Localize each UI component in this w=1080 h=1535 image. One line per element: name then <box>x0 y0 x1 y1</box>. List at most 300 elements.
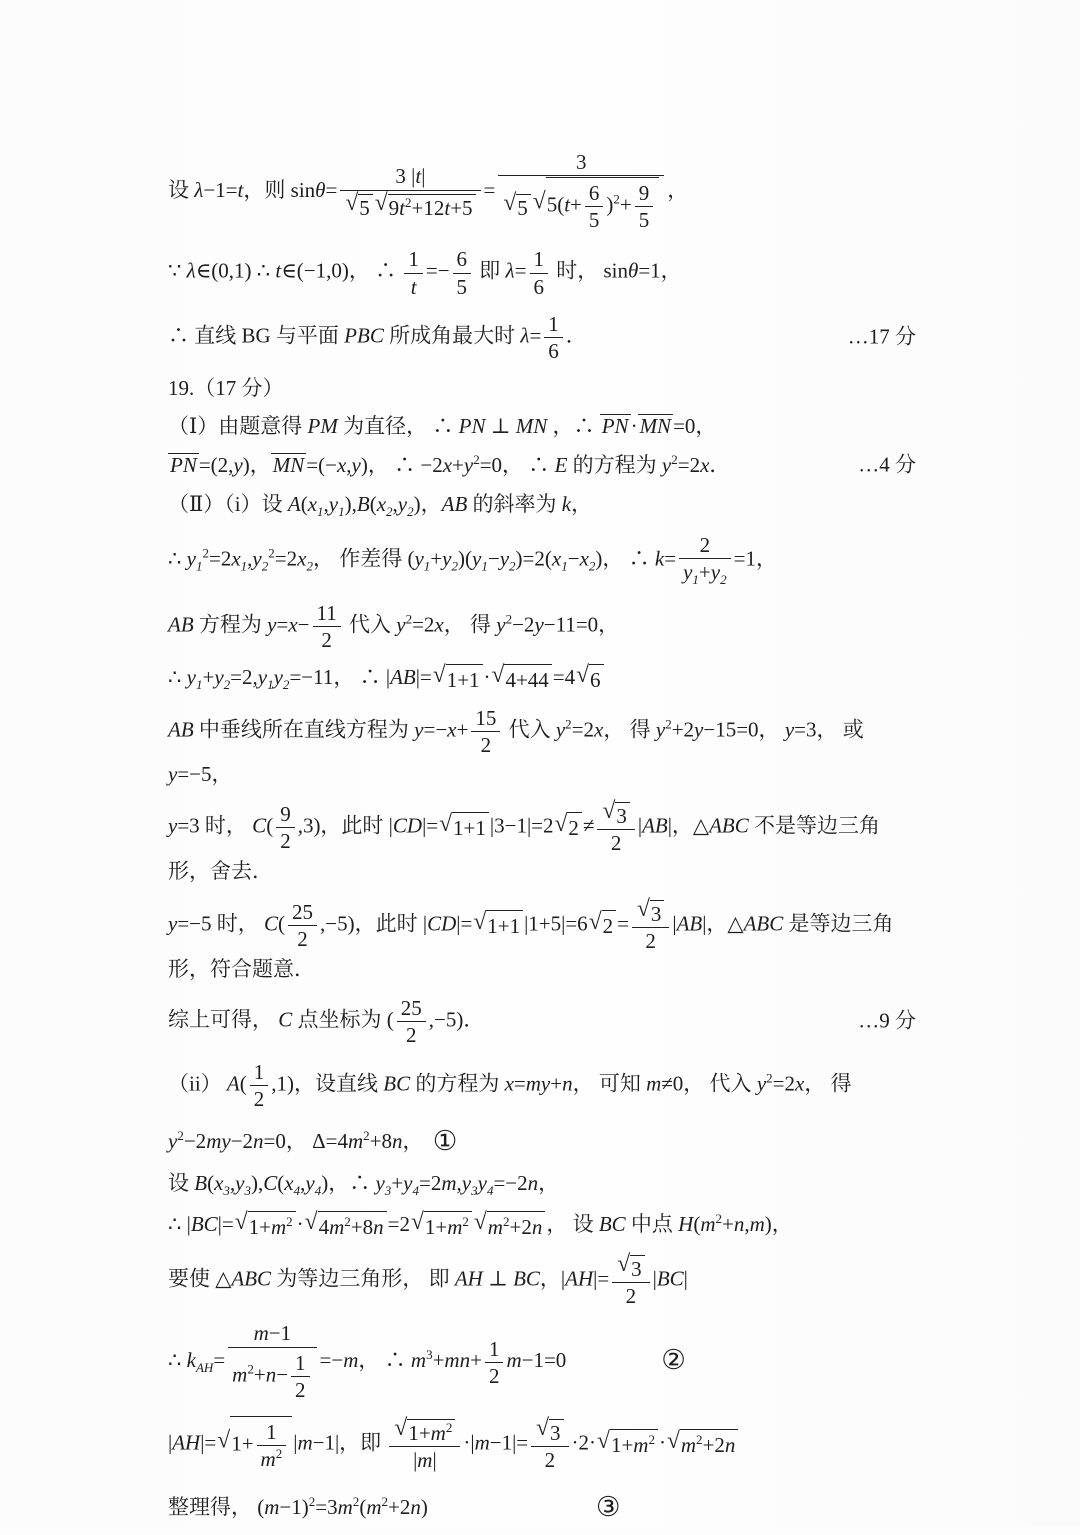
text-run: 5 <box>638 208 650 233</box>
text-run: 6 <box>588 181 600 206</box>
text-run: 2 <box>480 733 492 758</box>
fraction <box>453 247 472 298</box>
text-run: 1+ <box>610 1433 634 1458</box>
text-run: | <box>168 1430 173 1455</box>
math-variable: y <box>442 546 452 571</box>
text-run: ， ∴ <box>358 1348 411 1373</box>
text-run: +2 <box>509 1214 532 1239</box>
text-run: 即 <box>474 258 506 283</box>
math-variable: n <box>733 1211 745 1236</box>
fraction-denominator <box>544 338 563 363</box>
subscript: 2 <box>306 558 313 574</box>
text-run: ⊥ <box>482 1266 514 1291</box>
subscript: 1 <box>195 558 203 574</box>
fraction <box>288 900 317 951</box>
text-run: −11=0， <box>543 612 620 637</box>
math-variable: x <box>795 1071 805 1096</box>
text-run: +2 <box>671 717 695 742</box>
math-variable: x <box>579 546 589 571</box>
math-variable: n <box>531 1214 543 1239</box>
text-run: −2 <box>230 1129 254 1154</box>
square-root <box>374 189 476 220</box>
math-variable: my <box>206 1129 231 1154</box>
fraction <box>585 181 604 232</box>
fraction-denominator <box>228 1348 316 1404</box>
text-run: =−5， <box>177 761 233 786</box>
text-run: 的方程为 <box>410 1071 505 1096</box>
text-run: −1 <box>268 1321 292 1346</box>
text-run: 综上可得， <box>168 1007 279 1032</box>
text-run: =− <box>425 258 450 283</box>
math-variable: λ <box>505 258 515 283</box>
text-run: )， ∴ −2 <box>360 452 443 477</box>
math-variable: mn <box>444 1348 471 1373</box>
fraction-denominator <box>291 1377 310 1402</box>
text-run: ， <box>571 492 593 517</box>
fraction-denominator <box>632 928 669 953</box>
fraction-numerator <box>397 996 426 1022</box>
square-root <box>589 910 616 942</box>
math-variable: y <box>694 717 704 742</box>
text-run: − <box>487 546 500 571</box>
math-variable: x <box>297 546 307 571</box>
text-run: ， 设 <box>546 1211 599 1236</box>
math-variable: y <box>396 612 406 637</box>
math-variable: m <box>417 1448 433 1473</box>
radical-sign: √ <box>554 810 568 837</box>
superscript: 3 <box>426 1347 433 1363</box>
math-variable: m <box>447 1214 463 1239</box>
vector-overline <box>168 453 199 477</box>
superscript: 2 <box>473 451 480 467</box>
text-run: 5 <box>456 274 468 299</box>
text-run: |= <box>593 1266 610 1291</box>
subscript: 2 <box>588 558 596 574</box>
fraction-numerator <box>250 1060 269 1086</box>
text-run: =−5 时， <box>177 911 265 936</box>
subscript: 1 <box>195 677 203 693</box>
math-variable: y <box>375 1171 385 1196</box>
text-run: 1+ <box>248 1214 271 1239</box>
math-variable: A <box>287 492 301 517</box>
math-variable: m <box>410 1348 427 1373</box>
square-root <box>217 1416 292 1473</box>
math-variable: x <box>231 546 241 571</box>
text-run: ) <box>420 1495 428 1520</box>
text-run: ∴ | <box>168 1211 191 1236</box>
text-run: =(2, <box>198 452 234 477</box>
math-variable: m <box>474 1430 490 1455</box>
text-run: 1+ <box>408 1420 431 1445</box>
text-run: =2 <box>677 452 701 477</box>
text-run: 11 <box>316 600 337 625</box>
radicand <box>546 177 660 234</box>
math-variable: ABC <box>231 1266 272 1291</box>
text-run: ( <box>369 492 377 517</box>
text-run: ， 得 <box>804 1071 852 1096</box>
text-run: =0， Δ=4 <box>263 1129 348 1154</box>
text-run: =2 <box>274 546 298 571</box>
text-run: =− <box>319 1348 344 1373</box>
text-run: ( <box>266 813 274 838</box>
fraction-denominator <box>530 274 549 299</box>
math-variable: m <box>270 1214 287 1239</box>
text-run: ∈(−1,0)， ∴ <box>281 258 402 283</box>
square-root <box>602 797 629 829</box>
math-variable: y <box>214 665 224 690</box>
text-run: −1=0 <box>521 1348 567 1373</box>
text-run: 15 <box>475 706 497 731</box>
superscript: 2 <box>286 1213 293 1229</box>
radical-sign: √ <box>503 189 517 216</box>
square-root <box>474 1210 545 1242</box>
text-run: ·2· <box>571 1430 597 1455</box>
radical-sign: √ <box>374 189 388 216</box>
formula-line <box>168 1319 916 1405</box>
text-run: （Ⅱ）（i）设 <box>168 492 288 517</box>
text-run: = <box>513 1071 526 1096</box>
math-variable: m <box>633 1433 649 1458</box>
math-variable: E <box>554 452 568 477</box>
text-run: ∴ <box>168 665 187 690</box>
subscript: 1 <box>423 558 431 574</box>
math-variable: t <box>444 195 451 220</box>
math-variable: AB <box>390 665 416 690</box>
text-run: ∴ 直线 BG 与平面 <box>168 323 345 348</box>
text-run: 9 <box>388 195 400 220</box>
text-run: 4+44 <box>505 667 549 692</box>
text-run: 2 <box>295 1377 306 1402</box>
fraction-numerator <box>276 802 295 828</box>
radical-sign: √ <box>576 662 590 689</box>
fraction-denominator <box>313 627 341 652</box>
math-variable: t <box>399 195 405 220</box>
math-variable: t <box>564 192 571 217</box>
text-run: | <box>683 1266 688 1291</box>
subscript: 1 <box>561 558 568 574</box>
text-run: ,1)，设直线 <box>271 1071 384 1096</box>
square-root <box>636 895 664 926</box>
radicand <box>610 1429 658 1460</box>
square-root <box>394 1414 455 1445</box>
math-variable: BC <box>513 1266 540 1291</box>
text-run: 整理得， ( <box>168 1495 265 1520</box>
square-root <box>667 1429 738 1461</box>
text-run: ． <box>565 323 587 348</box>
fraction <box>485 1337 504 1388</box>
math-variable: m <box>253 1321 269 1346</box>
text-run: ∴ <box>168 1348 187 1373</box>
text-run: |= <box>415 665 432 690</box>
square-root <box>433 663 483 695</box>
text-run: =3， 或 <box>794 717 869 742</box>
math-variable: y <box>168 1129 178 1154</box>
formula-line <box>168 1058 916 1113</box>
radical-sign: √ <box>636 895 650 922</box>
radicand <box>516 194 531 220</box>
radicand <box>567 812 582 843</box>
text-run: + <box>452 452 464 477</box>
fraction-numerator <box>453 247 472 273</box>
math-variable: C <box>264 911 279 936</box>
text-run: , <box>346 452 352 477</box>
subscript: 2 <box>720 571 727 587</box>
text-run: 2 <box>406 1022 417 1047</box>
subscript: 4 <box>314 1183 322 1199</box>
text-run: )( <box>458 546 472 571</box>
math-variable: n <box>527 1171 539 1196</box>
fraction-numerator <box>404 247 423 273</box>
text-run: 1+1 <box>487 914 521 939</box>
fraction-numerator <box>228 1321 316 1347</box>
text-run: = <box>213 1348 226 1373</box>
fraction-numerator <box>679 533 731 559</box>
fraction-numerator <box>544 312 563 338</box>
fraction-denominator <box>498 176 664 234</box>
radical-sign: √ <box>666 1427 680 1454</box>
text-run: ≠0， 代入 <box>661 1071 757 1096</box>
text-run: =4 <box>552 665 576 690</box>
text-run: 3 | <box>395 164 416 189</box>
text-run: | <box>293 1430 298 1455</box>
text-run: 设 <box>168 178 195 203</box>
text-run: ( <box>359 1495 367 1520</box>
subscript: 2 <box>407 504 414 520</box>
math-variable: MN <box>515 414 548 439</box>
radicand <box>650 900 665 926</box>
radicand <box>602 910 617 941</box>
text-run: · <box>630 414 638 439</box>
subscript: 4 <box>486 1183 494 1199</box>
formula-line <box>168 412 916 441</box>
text-run: 1+1 <box>453 816 486 841</box>
text-run: 代入 <box>503 717 556 742</box>
text-run: 2 <box>699 532 711 557</box>
subscript: AH <box>195 1360 214 1376</box>
text-run: 1 <box>266 1419 277 1444</box>
text-run: + <box>432 1348 445 1373</box>
text-run: −1|= <box>489 1430 529 1455</box>
text-run: ， 得 <box>443 612 497 637</box>
radicand <box>615 802 630 828</box>
fraction <box>276 802 295 853</box>
subscript: 1 <box>481 558 488 574</box>
math-variable: x <box>284 1171 294 1196</box>
fraction <box>612 1250 649 1309</box>
fraction <box>228 1321 316 1403</box>
radical-sign: √ <box>217 1427 231 1454</box>
math-variable: x <box>700 452 710 477</box>
math-variable: MN <box>639 414 672 439</box>
radical-sign: √ <box>473 908 487 935</box>
text-run: + <box>722 1211 734 1236</box>
math-variable: m <box>232 1361 248 1386</box>
subscript: 1 <box>338 504 345 520</box>
text-run: 时， sin <box>551 258 629 283</box>
superscript: 2 <box>308 1494 316 1510</box>
fraction-numerator <box>612 1250 649 1283</box>
superscript: 2 <box>462 1213 469 1229</box>
radical-sign: √ <box>234 1209 248 1236</box>
formula-line <box>168 1488 916 1526</box>
subscript: 1 <box>240 558 248 574</box>
fraction <box>531 1414 568 1473</box>
text-run: −1) <box>279 1495 309 1520</box>
text-run: |= <box>217 1211 234 1236</box>
fraction <box>635 181 654 232</box>
math-variable: C <box>252 813 267 838</box>
text-run: )， <box>242 452 271 477</box>
math-variable: x <box>594 717 604 742</box>
text-run: 1+1 <box>446 667 480 692</box>
radical-sign: √ <box>410 1209 424 1236</box>
text-run: + <box>456 717 469 742</box>
fraction <box>313 601 341 652</box>
math-variable: n <box>392 1129 403 1154</box>
math-variable: y <box>267 612 277 637</box>
fraction-numerator <box>635 181 654 207</box>
math-variable: y <box>496 612 506 637</box>
text-run: ) <box>606 192 614 217</box>
text-run: 1 <box>533 247 544 272</box>
text-run: 的斜率为 <box>467 492 562 517</box>
subscript: 3 <box>244 1183 252 1199</box>
math-variable: m <box>430 1420 446 1445</box>
text-run: + <box>570 192 582 217</box>
math-variable: AH <box>172 1430 201 1455</box>
text-run: 5 <box>588 208 600 233</box>
superscript: 2 <box>502 1213 510 1229</box>
formula-line <box>168 490 916 521</box>
text-run: ，| <box>539 1266 566 1291</box>
text-run: , <box>247 546 253 571</box>
math-variable: m <box>329 1214 345 1239</box>
text-run: =1， <box>638 258 682 283</box>
text-run: 1 <box>488 1336 500 1361</box>
math-variable: y <box>683 559 693 584</box>
text-run: = <box>276 612 289 637</box>
text-run: =− <box>423 717 448 742</box>
math-variable: θ <box>315 178 326 203</box>
fraction <box>397 996 426 1047</box>
text-run: = <box>529 323 542 348</box>
math-variable: y <box>414 717 424 742</box>
math-variable: t <box>415 164 422 189</box>
math-variable: m <box>337 1495 353 1520</box>
text-run: 方程为 <box>193 612 268 637</box>
radicand <box>630 1255 645 1281</box>
subscript: 3 <box>223 1183 230 1199</box>
math-variable: PBC <box>344 323 384 348</box>
radical-sign: √ <box>536 1414 550 1441</box>
text-run: =2 <box>571 717 595 742</box>
math-variable: x <box>551 546 562 571</box>
fraction-numerator <box>340 164 480 190</box>
radicand <box>230 1416 292 1473</box>
subscript: 1 <box>267 677 274 693</box>
fraction <box>597 797 634 856</box>
text-run: 9 <box>638 181 650 206</box>
superscript: 2 <box>766 1070 773 1086</box>
text-run: +8 <box>369 1129 393 1154</box>
text-run: 5 <box>517 195 528 220</box>
math-variable: y <box>351 452 361 477</box>
math-variable: x <box>307 492 318 517</box>
math-variable: y <box>461 1171 472 1196</box>
text-run: ( <box>693 1211 701 1236</box>
radical-sign: √ <box>532 188 546 215</box>
text-run: 要使 △ <box>168 1266 232 1291</box>
math-variable: y <box>168 911 178 936</box>
text-run: )=2( <box>515 546 552 571</box>
math-variable: t <box>275 258 282 283</box>
text-run: , <box>300 1171 306 1196</box>
text-run: 中点 <box>625 1211 679 1236</box>
text-run: 25 <box>292 899 314 924</box>
square-root <box>305 1210 387 1242</box>
text-run: , <box>229 1171 236 1196</box>
math-variable: y <box>273 665 283 690</box>
text-run: +12 <box>411 195 445 220</box>
radical-sign: √ <box>588 908 602 935</box>
text-run: + <box>391 1171 404 1196</box>
fraction-denominator <box>389 1447 460 1472</box>
text-run: 2 <box>610 831 622 856</box>
math-variable: n <box>562 1071 573 1096</box>
math-variable: x <box>434 612 444 637</box>
math-variable: AB <box>642 813 668 838</box>
text-run: =2 <box>387 1211 410 1236</box>
subscript: 1 <box>692 571 699 587</box>
superscript: 2 <box>381 1494 388 1510</box>
text-run: ， <box>667 178 689 203</box>
text-run: , <box>392 492 398 517</box>
text-run: 6 <box>533 274 544 299</box>
text-run: =2 <box>412 612 435 637</box>
math-variable: m <box>260 1447 276 1472</box>
text-run: ⊥ <box>485 414 516 439</box>
text-run: 5 <box>359 195 370 220</box>
math-variable: m <box>487 1214 503 1239</box>
text-run: | <box>672 911 677 936</box>
text-run: 2 <box>544 1448 556 1473</box>
math-variable: t <box>410 274 417 299</box>
math-variable: k <box>186 1348 196 1373</box>
subscript: 4 <box>293 1183 301 1199</box>
math-variable: ABC <box>743 911 784 936</box>
text-run: 3 <box>631 1257 642 1282</box>
vector-overline <box>600 414 631 438</box>
square-root <box>597 1429 658 1461</box>
text-run: + <box>202 665 215 690</box>
text-run: ( <box>207 1171 215 1196</box>
text-run: ), <box>344 492 357 517</box>
text-run: ， <box>402 1129 429 1154</box>
equation-number: ③ <box>595 1492 621 1523</box>
text-run: ( <box>300 492 308 517</box>
square-root <box>503 189 530 220</box>
text-run: 2 <box>645 929 656 954</box>
fraction <box>530 247 549 298</box>
math-variable: B <box>194 1171 208 1196</box>
text-run: · <box>658 1430 666 1455</box>
square-root <box>411 1210 472 1242</box>
score-marker: …17 分 <box>847 324 916 349</box>
math-variable: BC <box>190 1211 218 1236</box>
subscript: 1 <box>317 504 324 520</box>
formula-line <box>168 451 916 480</box>
text-run: = <box>483 178 496 203</box>
